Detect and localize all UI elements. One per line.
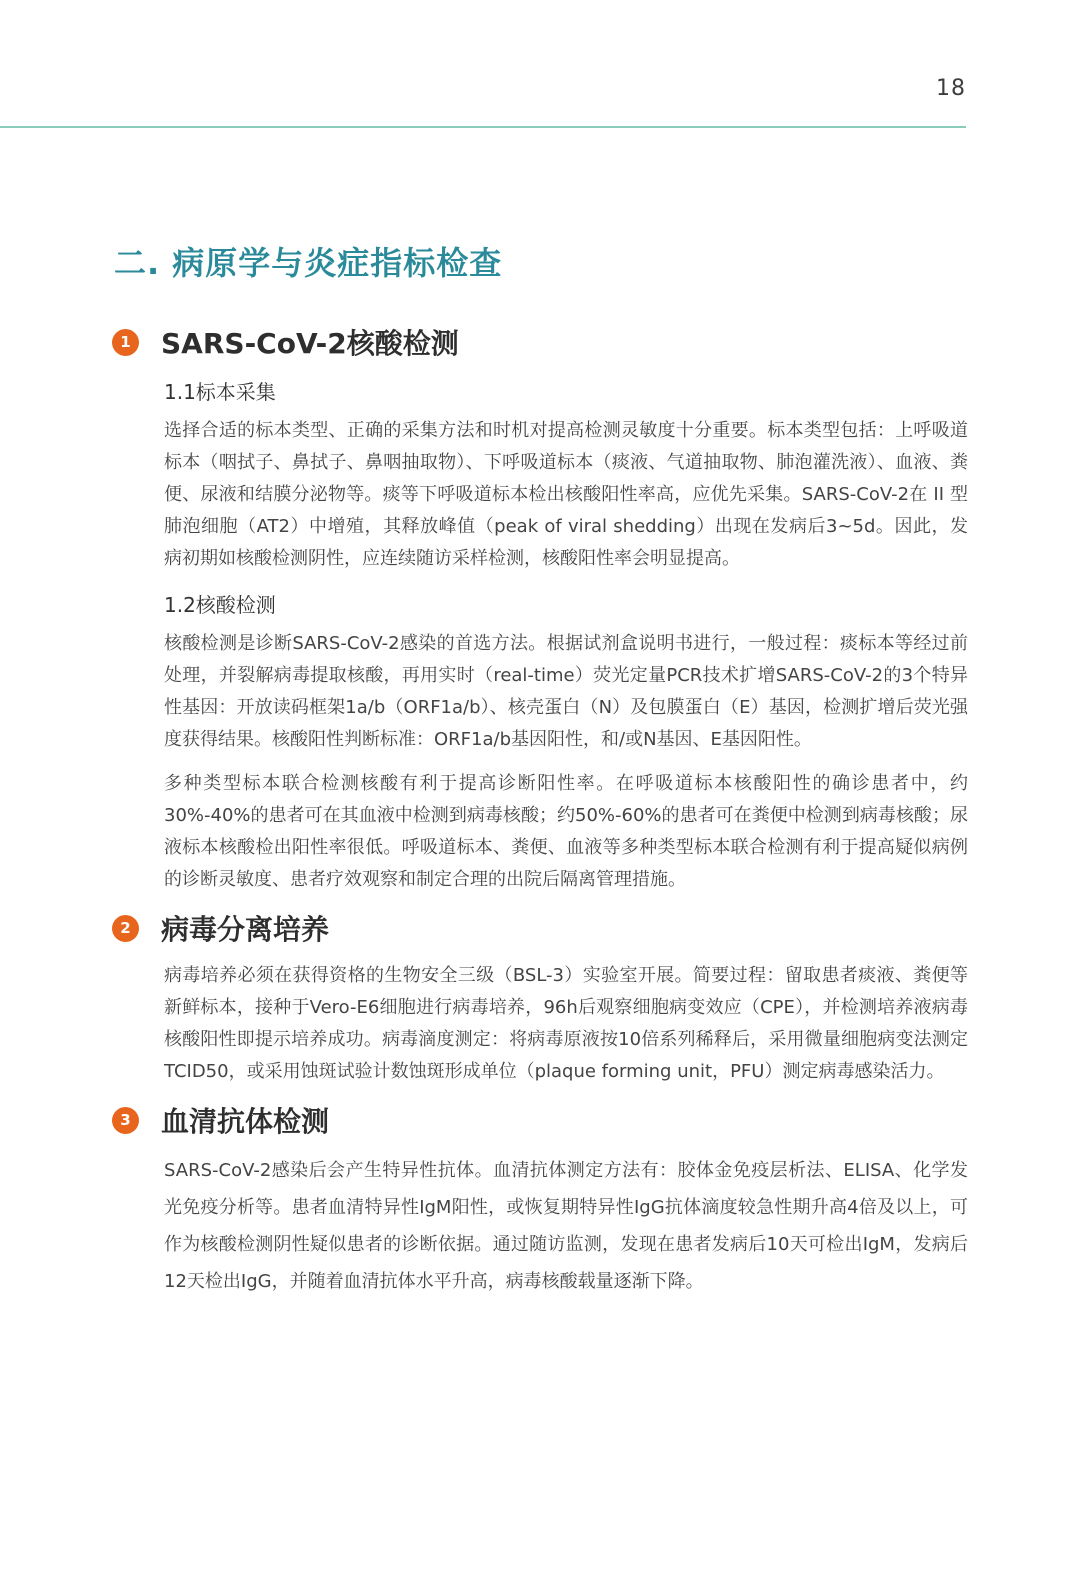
minor-heading-1-2: 1.2核酸检测: [164, 593, 276, 617]
paragraph-1-2-a: 核酸检测是诊断SARS-CoV-2感染的首选方法。根据试剂盒说明书进行，一般过程：痰标本等经过前处理，并裂解病毒提取核酸，再用实时（real-time）荧光定量PCR技术扩增SARS-CoV-2的3个特异性基因：开放读码框架1a/b（ORF1a/b）、核壳蛋白（N）及包膜蛋白（E）基因，检测扩增后荧光强度获得结果。核酸阳性判断标准：ORF1a/b基因阳性，和/或N基因、E基因阳性。: [164, 633, 968, 750]
paragraph-2: 病毒培养必须在获得资格的生物安全三级（BSL-3）实验室开展。简要过程：留取患者痰液、粪便等新鲜标本，接种于Vero-E6细胞进行病毒培养，96h后观察细胞病变效应（CPE），并检测培养液病毒核酸阳性即提示培养成功。病毒滴度测定：将病毒原液按10倍系列稀释后，采用微量细胞病变法测定TCID50，或采用蚀斑试验计数蚀斑形成单位（plaque forming unit，PFU）测定病毒感染活力。: [164, 965, 968, 1082]
paragraph-1-1: 选择合适的标本类型、正确的采集方法和时机对提高检测灵敏度十分重要。标本类型包括：上呼吸道标本（咽拭子、鼻拭子、鼻咽抽取物）、下呼吸道标本（痰液、气道抽取物、肺泡灌洗液）、血液、粪便、尿液和结膜分泌物等。痰等下呼吸道标本检出核酸阳性率高，应优先采集。SARS-CoV-2在 II 型肺泡细胞（AT2）中增殖，其释放峰值（peak of viral shedding）出现在发病后3~5d。因此，发病初期如核酸检测阴性，应连续随访采样检测，核酸阳性率会明显提高。: [164, 420, 968, 569]
subsection-title-2: 病毒分离培养: [161, 913, 330, 946]
paragraph-3: SARS-CoV-2感染后会产生特异性抗体。血清抗体测定方法有：胶体金免疫层析法、ELISA、化学发光免疫分析等。患者血清特异性IgM阳性，或恢复期特异性IgG抗体滴度较急性期升高4倍及以上，可作为核酸检测阴性疑似患者的诊断依据。通过随访监测，发现在患者发病后10天可检出IgM，发病后12天检出IgG，并随着血清抗体水平升高，病毒核酸载量逐渐下降。: [164, 1160, 968, 1292]
page-content: [112, 322, 968, 1312]
subsection-heading-1: [112, 322, 968, 362]
header-divider: [0, 126, 966, 128]
paragraph-1-2-b: 多种类型标本联合检测核酸有利于提高诊断阳性率。在呼吸道标本核酸阳性的确诊患者中，约30%-40%的患者可在其血液中检测到病毒核酸；约50%-60%的患者可在粪便中检测到病毒核酸；尿液标本核酸检出阳性率很低。呼吸道标本、粪便、血液等多种类型标本联合检测有利于提高疑似病例的诊断灵敏度、患者疗效观察和制定合理的出院后隔离管理措施。: [164, 773, 968, 890]
section-title: 二. 病原学与炎症指标检查: [114, 244, 503, 282]
subsection-body-1: [164, 376, 968, 896]
subsection-body-3: [164, 1152, 968, 1300]
minor-heading-1-1: 1.1标本采集: [164, 380, 276, 404]
subsection-body-2: [164, 960, 968, 1088]
subsection-heading-3: [112, 1100, 968, 1140]
number-badge-1: 1: [112, 329, 139, 356]
number-badge-2: 2: [112, 915, 139, 942]
subsection-heading-2: [112, 908, 968, 948]
page-number: 18: [936, 76, 966, 101]
number-badge-3: 3: [112, 1107, 139, 1134]
subsection-title-1: SARS-CoV-2核酸检测: [161, 327, 459, 360]
subsection-title-3: 血清抗体检测: [161, 1105, 330, 1138]
